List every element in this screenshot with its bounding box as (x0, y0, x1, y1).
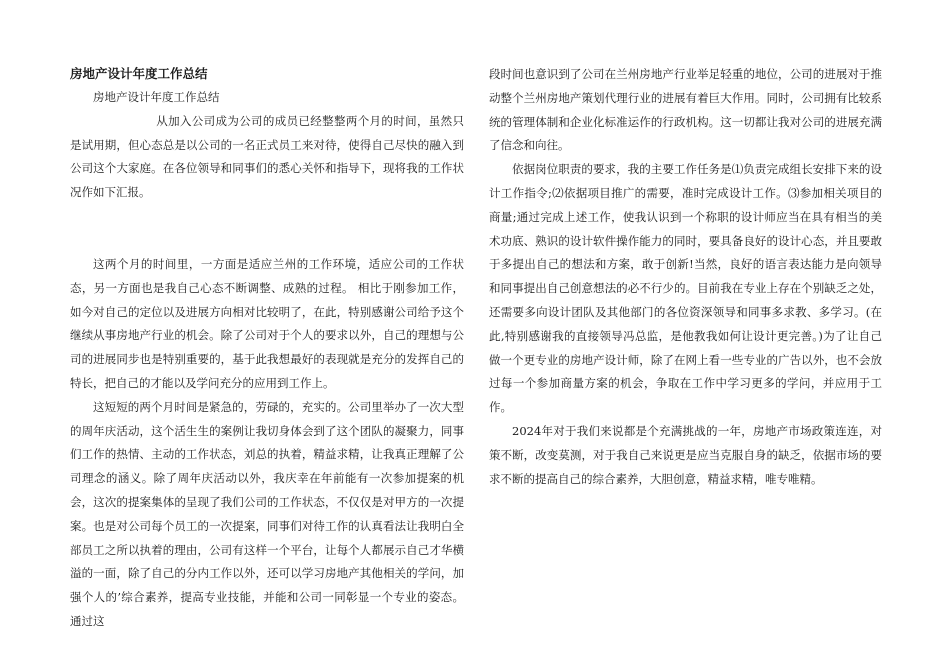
paragraph-duties: 依据岗位职责的要求，我的主要工作任务是⑴负责完成组长安排下来的设计工作指令;⑵依据项目推广的需要，准时完成设计工作。⑶参加相关项目的商量;通过完成上述工作，使我认识到一个称职的设计师应当在具有相当的美术功底、熟识的设计软件操作能力的同时，要具备良好的设计心态，并且要敢于多提出自己的想法和方案，敢于创新!当然，良好的语言表达能力是向领导和同事提出自己创意想法的必不行少的。目前我在专业上存在个别缺乏之处，还需要多向设计团队及其他部门的各位资深领导和同事多求教、多学习。(在此,特别感谢我的直接领导冯总监，是他教我如何让设计更完善。)为了让自己做一个更专业的房地产设计师，除了在网上看一些专业的广告以外，也不会放过每一个参加商量方案的机会，争取在工作中学习更多的学问，并应用于工作。 (489, 162, 882, 415)
paragraph-continued: 段时间也意识到了公司在兰州房地产行业举足轻重的地位，公司的进展对于推动整个兰州房地产策划代理行业的进展有着巨大作用。同时，公司拥有比较系统的管理体制和企业化标准运作的行政机构。这一切都让我对公司的进展充满了信念和向往。 (489, 67, 882, 153)
right-column (489, 63, 882, 491)
paragraph-gap (70, 205, 464, 229)
paragraph-adaptation: 这两个月的时间里，一方面是适应兰州的工作环境，适应公司的工作状态，另一方面也是我自己心态不断调整、成熟的过程。 相比于刚参加工作，如今对自己的定位以及进展方向相对比较明了，在此，特别感谢公司给予这个继续从事房地产行业的机会。除了公司对于个人的要求以外，自己的理想与公司的进展同步也是特别重要的，基于此我想最好的表现就是充分的发挥自己的特长，把自己的才能以及学问充分的应用到工作上。 (70, 256, 464, 390)
paragraph-intro: 从加入公司成为公司的成员已经整整两个月的时间，虽然只是试用期，但心态总是以公司的一名正式员工来对待，使得自己尽快的融入到公司这个大家庭。在各位领导和同事们的悉心关怀和指导下，现将我的工作状况作如下汇报。 (70, 113, 464, 200)
document-subtitle: 房地产设计年度工作总结 (93, 90, 220, 104)
document-title: 房地产设计年度工作总结 (70, 66, 208, 81)
paragraph-anniversary: 这短短的两个月时间是紧急的，劳碌的，充实的。公司里举办了一次大型的周年庆活动，这个活生生的案例让我切身体会到了这个团队的凝聚力，同事们工作的热情、主动的工作状态，刘总的执着，精益求精，让我真正理解了公司理念的涵义。除了周年庆活动以外，我庆幸在年前能有一次参加提案的机会，这次的提案集体的呈现了我们公司的工作状态，不仅仅是对甲方的一次提案。也是对公司每个员工的一次提案，同事们对待工作的认真看法让我明白全部员工之所以执着的理由，公司有这样一个平台，让每个人都展示自己才华横溢的一面，除了自己的分内工作以外，还可以学习房地产其他相关的学问，加强个人的’综合素养，提高专业技能，并能和公司一同彰显一个专业的姿态。通过这 (70, 399, 464, 628)
paragraph-outlook: 2024年对于我们来说都是个充满挑战的一年，房地产市场政策连连，对策不断，改变莫测，对于我自己来说更是应当克服自身的缺乏，依据市场的要求不断的提高自己的综合素养，大胆创意，精益求精，唯专唯精。 (489, 423, 882, 486)
left-column (70, 62, 464, 634)
paragraph-gap (70, 229, 464, 253)
